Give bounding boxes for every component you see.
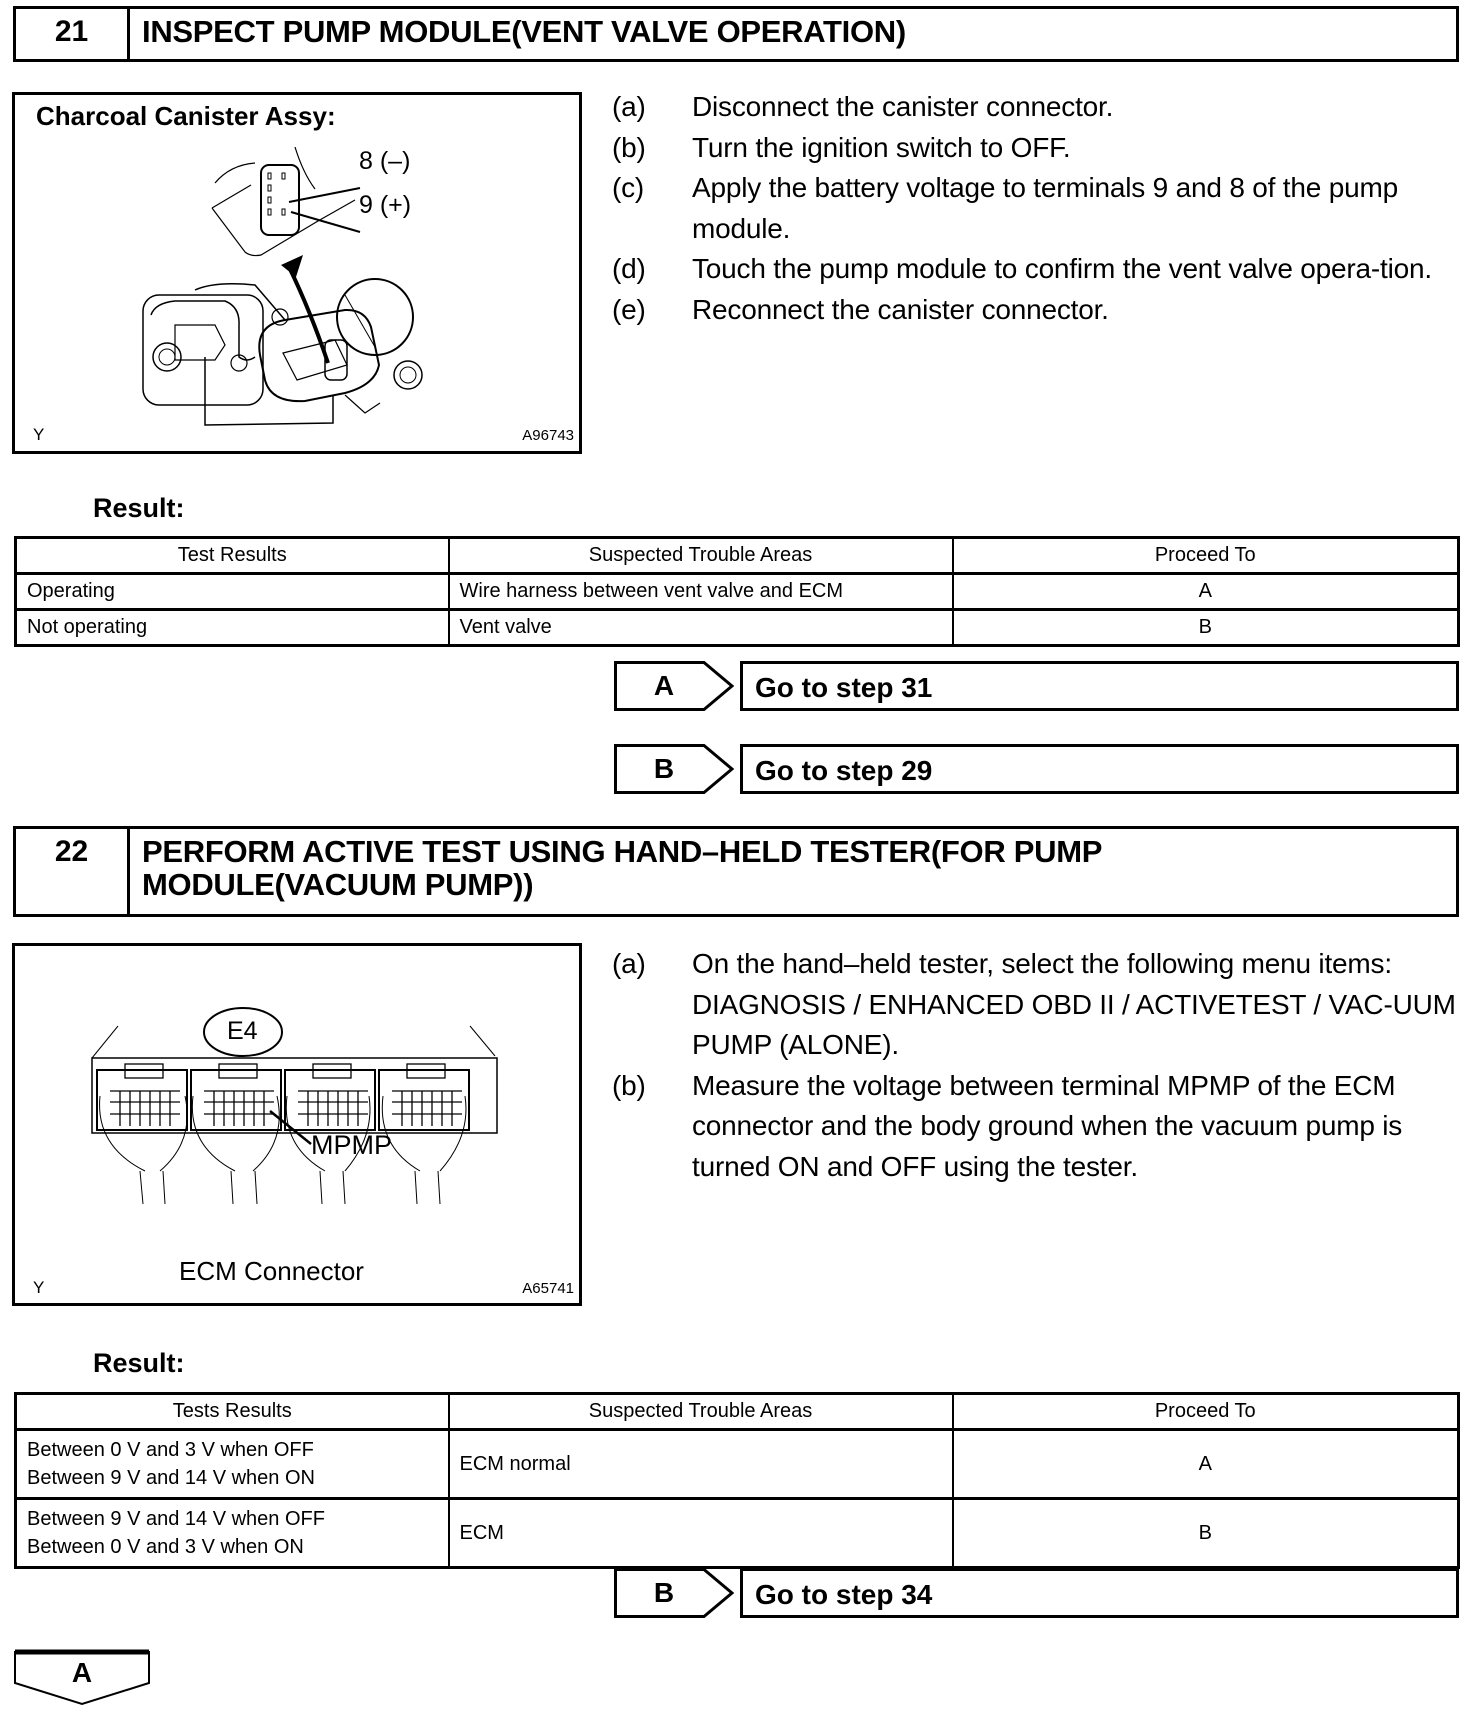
ecm-connector-figure — [12, 943, 582, 1306]
instruction-item — [612, 290, 1468, 331]
branch-tag-label: B — [653, 1577, 675, 1608]
instruction-text: Turn the ignition switch to OFF. — [692, 131, 1071, 163]
table-row — [16, 1430, 1459, 1499]
instruction-text: On the hand–held tester, select the following menu items: DIAGNOSIS / ENHANCED OBD II / ACTIVETEST / VAC-UUM PUMP (ALONE). — [692, 948, 1456, 1060]
proceed-to-cell: A — [953, 1430, 1459, 1499]
branch-tag-label: A — [653, 670, 675, 701]
instruction-text: Disconnect the canister connector. — [692, 91, 1114, 122]
result-label: Result: — [93, 1348, 185, 1378]
step-title-line: PERFORM ACTIVE TEST USING HAND–HELD TESTER(FOR PUMP — [142, 834, 1103, 869]
ecm-connector-illustration — [15, 946, 579, 1303]
trouble-area-cell: Vent valve — [449, 610, 953, 646]
instruction-item — [612, 249, 1468, 290]
result-label: Result: — [93, 493, 185, 523]
branch-a-step-21[interactable] — [614, 661, 1459, 711]
test-result-line: Between 9 V and 14 V when OFF — [27, 1508, 325, 1530]
connector-code-label: E4 — [227, 1017, 258, 1045]
step-21-instructions — [612, 87, 1468, 330]
step-title-line: MODULE(VACUUM PUMP)) — [142, 867, 534, 902]
test-result-line: Between 0 V and 3 V when ON — [27, 1536, 304, 1558]
charcoal-canister-figure — [12, 92, 582, 454]
column-header: Suspected Trouble Areas — [449, 538, 953, 574]
branch-action[interactable]: Go to step 34 — [740, 1568, 1459, 1618]
instruction-label: (e) — [612, 293, 646, 325]
step-22-result-table — [14, 1392, 1460, 1569]
step-title: INSPECT PUMP MODULE(VENT VALVE OPERATION) — [142, 14, 906, 49]
instruction-item — [612, 168, 1468, 249]
table-row — [16, 1499, 1459, 1568]
proceed-to-cell: A — [953, 574, 1459, 610]
step-title — [130, 829, 1456, 914]
instruction-label: (a) — [612, 91, 646, 122]
continue-tag-a[interactable] — [12, 1649, 152, 1709]
table-header-row — [16, 538, 1459, 574]
figure-id: A65741 — [522, 1280, 574, 1297]
instruction-label: (a) — [612, 948, 646, 979]
figure-corner-mark: Y — [33, 425, 45, 444]
instruction-label: (c) — [612, 172, 645, 203]
test-result-cell: Not operating — [16, 610, 449, 646]
instruction-item — [612, 1066, 1468, 1188]
instruction-label: (b) — [612, 1069, 646, 1101]
table-row — [16, 610, 1459, 646]
test-result-line: Between 9 V and 14 V when ON — [27, 1467, 315, 1489]
test-result-cell: Operating — [16, 574, 449, 610]
instruction-text: Measure the voltage between terminal MPMP of the ECM connector and the body ground when the vacuum pump is turned ON and OFF using the tester. — [692, 1069, 1403, 1182]
step-21-result-table — [14, 536, 1460, 647]
continue-tag-label: A — [71, 1657, 93, 1688]
test-result-line: Between 0 V and 3 V when OFF — [27, 1439, 314, 1461]
trouble-area-cell: Wire harness between vent valve and ECM — [449, 574, 953, 610]
step-22-instructions — [612, 944, 1468, 1187]
column-header: Proceed To — [953, 538, 1459, 574]
step-21-header — [13, 6, 1459, 62]
terminal-label-9: 9 (+) — [359, 191, 412, 219]
instruction-item — [612, 128, 1468, 169]
instruction-text: Apply the battery voltage to terminals 9 and 8 of the pump module. — [692, 172, 1398, 244]
figure-caption: ECM Connector — [179, 1256, 364, 1286]
trouble-area-cell: ECM — [449, 1499, 953, 1568]
branch-b-step-21[interactable] — [614, 744, 1459, 794]
column-header: Test Results — [16, 538, 449, 574]
proceed-to-cell: B — [953, 610, 1459, 646]
branch-action[interactable]: Go to step 31 — [740, 661, 1459, 711]
instruction-item — [612, 87, 1468, 128]
table-header-row — [16, 1394, 1459, 1430]
column-header: Proceed To — [953, 1394, 1459, 1430]
step-number: 22 — [16, 829, 130, 914]
figure-caption: Charcoal Canister Assy: — [36, 101, 336, 131]
step-22-header — [13, 826, 1459, 917]
table-row — [16, 574, 1459, 610]
instruction-label: (b) — [612, 131, 646, 163]
figure-corner-mark: Y — [33, 1278, 45, 1297]
test-result-cell — [16, 1430, 449, 1499]
branch-action[interactable]: Go to step 29 — [740, 744, 1459, 794]
step-number: 21 — [16, 9, 130, 59]
column-header: Tests Results — [16, 1394, 449, 1430]
terminal-label-mpmp: MPMP — [311, 1130, 392, 1160]
branch-tag-label: B — [653, 753, 675, 784]
terminal-label-8: 8 (–) — [359, 147, 411, 175]
instruction-label: (d) — [612, 253, 646, 284]
canister-illustration — [15, 95, 579, 451]
instruction-text: Touch the pump module to confirm the vent valve opera-tion. — [692, 253, 1432, 284]
branch-b-step-22[interactable] — [614, 1568, 1459, 1618]
instruction-item — [612, 944, 1468, 1066]
test-result-cell — [16, 1499, 449, 1568]
trouble-area-cell: ECM normal — [449, 1430, 953, 1499]
column-header: Suspected Trouble Areas — [449, 1394, 953, 1430]
proceed-to-cell: B — [953, 1499, 1459, 1568]
figure-id: A96743 — [522, 427, 574, 444]
instruction-text: Reconnect the canister connector. — [692, 293, 1109, 325]
